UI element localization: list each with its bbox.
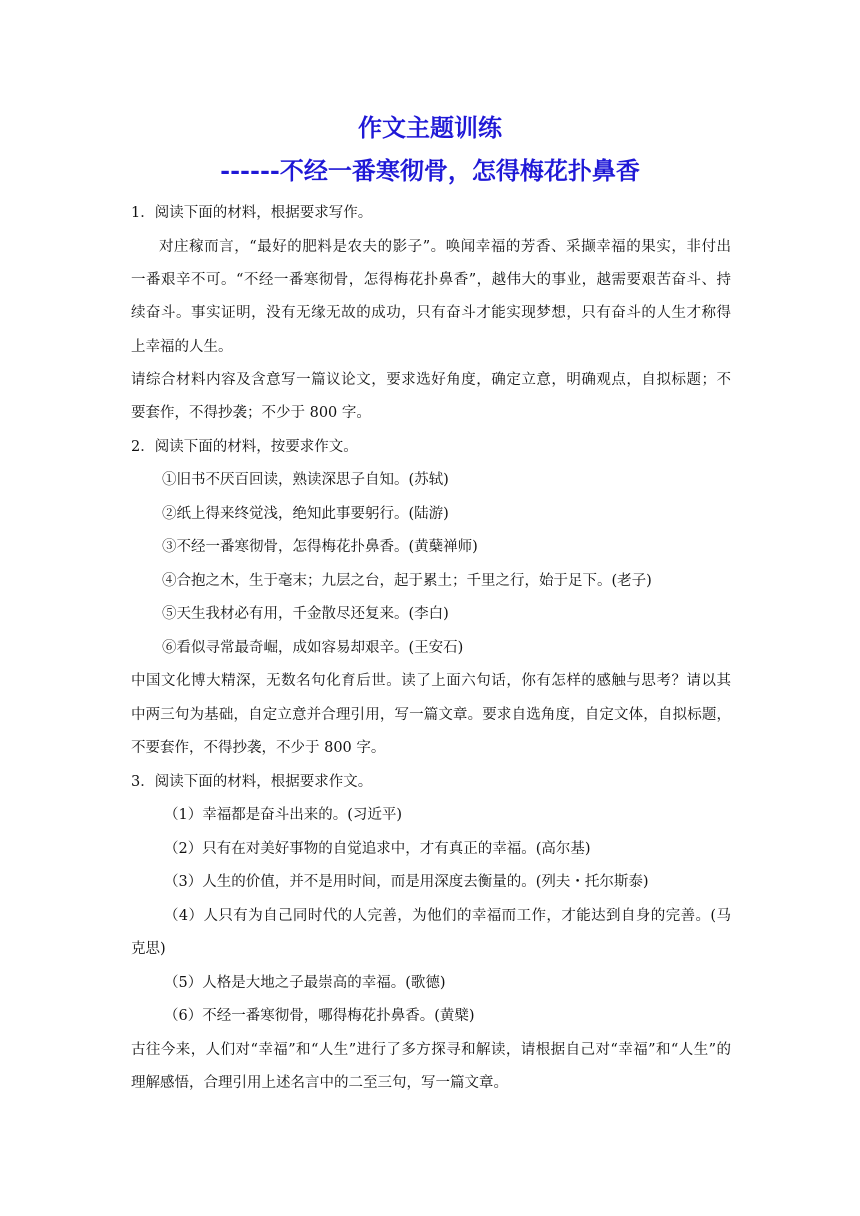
question-2-requirement-line: 中国文化博大精深，无数名句化育后世。读了上面六句话，你有怎样的感触与思考？请以其 xyxy=(131,673,731,689)
question-2-requirement-line: 中两三句为基础，自定立意并合理引用，写一篇文章。要求自选角度，自定文体，自拟标题， xyxy=(131,707,731,723)
question-3-quote: （5）人格是大地之子最崇高的幸福。(歌德) xyxy=(164,975,446,991)
question-3-quote: （1）幸福都是奋斗出来的。(习近平) xyxy=(164,807,403,823)
question-2-requirement-line: 不要套作，不得抄袭，不少于 800 字。 xyxy=(131,740,386,756)
question-3-quote: （4）人只有为自己同时代的人完善，为他们的幸福而工作，才能达到自身的完善。(马 xyxy=(164,908,731,924)
question-1-material-line: 一番艰辛不可。“不经一番寒彻骨，怎得梅花扑鼻香”，越伟大的事业，越需要艰苦奋斗、持 xyxy=(131,272,731,288)
question-3-quote-continuation: 克思) xyxy=(131,941,166,957)
question-3-requirement-line: 古往今来，人们对“幸福”和“人生”进行了多方探寻和解读，请根据自己对“幸福”和“人生”的 xyxy=(131,1042,731,1058)
question-1-requirement-line: 要套作，不得抄袭；不少于 800 字。 xyxy=(131,405,371,421)
question-2-quote: ②纸上得来终觉浅，绝知此事要躬行。(陆游) xyxy=(162,506,449,522)
question-3-quote: （6）不经一番寒彻骨，哪得梅花扑鼻香。(黄檗) xyxy=(164,1008,475,1024)
question-2-quote: ④合抱之木，生于毫末；九层之台，起于累土；千里之行，始于足下。(老子) xyxy=(162,573,652,589)
question-1-material-line: 上幸福的人生。 xyxy=(131,339,233,355)
question-3-requirement-line: 理解感悟，合理引用上述名言中的二至三句，写一篇文章。 xyxy=(131,1075,508,1091)
page-subtitle: ------不经一番寒彻骨，怎得梅花扑鼻香 xyxy=(220,156,640,185)
question-1-material-line: 续奋斗。事实证明，没有无缘无故的成功，只有奋斗才能实现梦想，只有奋斗的人生才称得 xyxy=(131,305,731,321)
question-2-quote: ⑥看似寻常最奇崛，成如容易却艰辛。(王安石) xyxy=(162,640,464,656)
question-1-requirement-line: 请综合材料内容及含意写一篇议论文，要求选好角度，确定立意，明确观点，自拟标题；不 xyxy=(131,372,731,388)
question-1-material-line: 对庄稼而言，“最好的肥料是农夫的影子”。唤闻幸福的芳香、采撷幸福的果实，非付出 xyxy=(159,239,731,255)
question-3-quote: （2）只有在对美好事物的自觉追求中，才有真正的幸福。(高尔基) xyxy=(164,841,591,857)
question-2-quote: ⑤天生我材必有用，千金散尽还复来。(李白) xyxy=(162,606,449,622)
page-title: 作文主题训练 xyxy=(358,113,502,142)
question-2-heading: 2．阅读下面的材料，按要求作文。 xyxy=(131,439,358,455)
question-2-quote: ①旧书不厌百回读，熟读深思子自知。(苏轼) xyxy=(162,472,449,488)
question-2-quote: ③不经一番寒彻骨，怎得梅花扑鼻香。(黄蘖禅师) xyxy=(162,539,478,555)
question-3-quote: （3）人生的价值，并不是用时间，而是用深度去衡量的。(列夫・托尔斯泰) xyxy=(164,874,649,890)
question-3-heading: 3．阅读下面的材料，根据要求作文。 xyxy=(131,774,373,790)
question-1-heading: 1．阅读下面的材料，根据要求写作。 xyxy=(131,205,373,221)
